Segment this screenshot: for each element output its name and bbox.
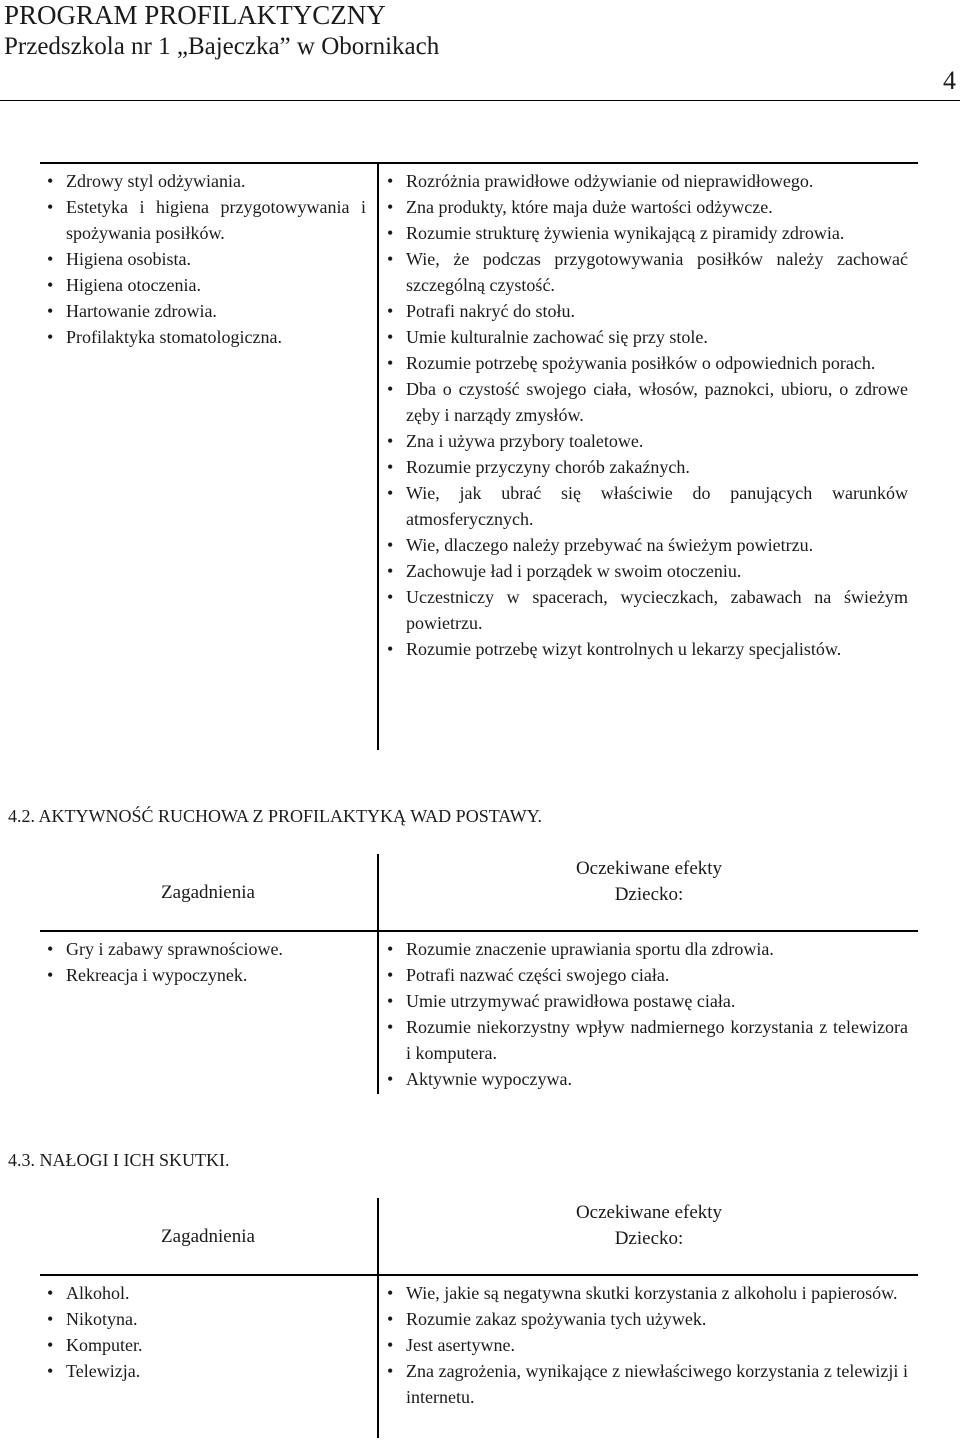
list-item: • Potrafi nakryć do stołu. [380, 298, 908, 324]
s2-topics-header: Zagadnienia [161, 882, 255, 903]
s1-column-divider [377, 164, 379, 750]
list-item: • Zachowuje ład i porządek w swoim otoczeniu. [380, 558, 908, 584]
document-title: PROGRAM PROFILAKTYCZNY [4, 0, 386, 30]
list-item: • Potrafi nazwać części swojego ciała. [380, 962, 908, 988]
list-item: • Rozumie potrzebę wizyt kontrolnych u lekarzy specjalistów. [380, 636, 908, 662]
list-item: • Rozumie przyczyny chorób zakaźnych. [380, 454, 908, 480]
list-item: • Rozróżnia prawidłowe odżywianie od nieprawidłowego. [380, 168, 908, 194]
list-item: • Wie, jak ubrać się właściwie do panujących warunków atmosferycznych. [380, 480, 908, 532]
page-number: 4 [943, 66, 956, 95]
list-item: • Wie, jakie są negatywna skutki korzystania z alkoholu i papierosów. [380, 1280, 908, 1306]
list-item: • Rozumie znaczenie uprawiania sportu dla zdrowia. [380, 936, 908, 962]
s3-topics-header: Zagadnienia [161, 1226, 255, 1247]
list-item: • Profilaktyka stomatologiczna. [40, 324, 366, 350]
list-item: • Nikotyna. [40, 1306, 366, 1332]
s1-outcomes-list [380, 168, 908, 662]
list-item: • Telewizja. [40, 1358, 366, 1384]
s3-header-rule [40, 1274, 918, 1276]
document-subtitle: Przedszkola nr 1 „Bajeczka” w Obornikach [4, 33, 440, 60]
list-item: • Rozumie zakaz spożywania tych używek. [380, 1306, 908, 1332]
s3-topics-list [40, 1280, 366, 1384]
list-item: • Dba o czystość swojego ciała, włosów, paznokci, ubioru, o zdrowe zęby i narządy zmysłów. [380, 376, 908, 428]
list-item: • Rozumie potrzebę spożywania posiłków o odpowiednich porach. [380, 350, 908, 376]
s1-topics-list [40, 168, 366, 350]
list-item: • Hartowanie zdrowia. [40, 298, 366, 324]
list-item: • Alkohol. [40, 1280, 366, 1306]
s2-outcomes-list [380, 936, 908, 1092]
s2-outcomes-subheader: Dziecko: [614, 884, 684, 905]
list-item: • Rozumie niekorzystny wpływ nadmiernego korzystania z telewizora i komputera. [380, 1014, 908, 1066]
list-item: • Zdrowy styl odżywiania. [40, 168, 366, 194]
s2-column-divider [377, 854, 379, 1094]
list-item: • Zna i używa przybory toaletowe. [380, 428, 908, 454]
list-item: • Rekreacja i wypoczynek. [40, 962, 366, 988]
s1-top-rule [40, 162, 918, 164]
section-heading: 4.2. AKTYWNOŚĆ RUCHOWA Z PROFILAKTYKĄ WAD POSTAWY. [8, 806, 542, 826]
list-item: • Zna produkty, które maja duże wartości odżywcze. [380, 194, 908, 220]
list-item: • Umie utrzymywać prawidłowa postawę ciała. [380, 988, 908, 1014]
header-rule [0, 100, 960, 101]
s3-outcomes-header: Oczekiwane efekty [575, 1202, 723, 1223]
section-heading: 4.3. NAŁOGI I ICH SKUTKI. [8, 1150, 230, 1170]
list-item: • Rozumie strukturę żywienia wynikającą z piramidy zdrowia. [380, 220, 908, 246]
list-item: • Jest asertywne. [380, 1332, 908, 1358]
s3-outcomes-subheader: Dziecko: [614, 1228, 684, 1249]
list-item: • Aktywnie wypoczywa. [380, 1066, 908, 1092]
s2-header-rule [40, 930, 918, 932]
list-item: • Zna zagrożenia, wynikające z niewłaściwego korzystania z telewizji i internetu. [380, 1358, 908, 1410]
list-item: • Komputer. [40, 1332, 366, 1358]
list-item: • Estetyka i higiena przygotowywania i spożywania posiłków. [40, 194, 366, 246]
s3-column-divider [377, 1198, 379, 1438]
list-item: • Wie, że podczas przygotowywania posiłków należy zachować szczególną czystość. [380, 246, 908, 298]
s3-outcomes-list [380, 1280, 908, 1410]
list-item: • Higiena osobista. [40, 246, 366, 272]
s2-outcomes-header: Oczekiwane efekty [575, 858, 723, 879]
list-item: • Wie, dlaczego należy przebywać na świeżym powietrzu. [380, 532, 908, 558]
list-item: • Uczestniczy w spacerach, wycieczkach, zabawach na świeżym powietrzu. [380, 584, 908, 636]
list-item: • Higiena otoczenia. [40, 272, 366, 298]
list-item: • Umie kulturalnie zachować się przy stole. [380, 324, 908, 350]
list-item: • Gry i zabawy sprawnościowe. [40, 936, 366, 962]
s2-topics-list [40, 936, 366, 988]
